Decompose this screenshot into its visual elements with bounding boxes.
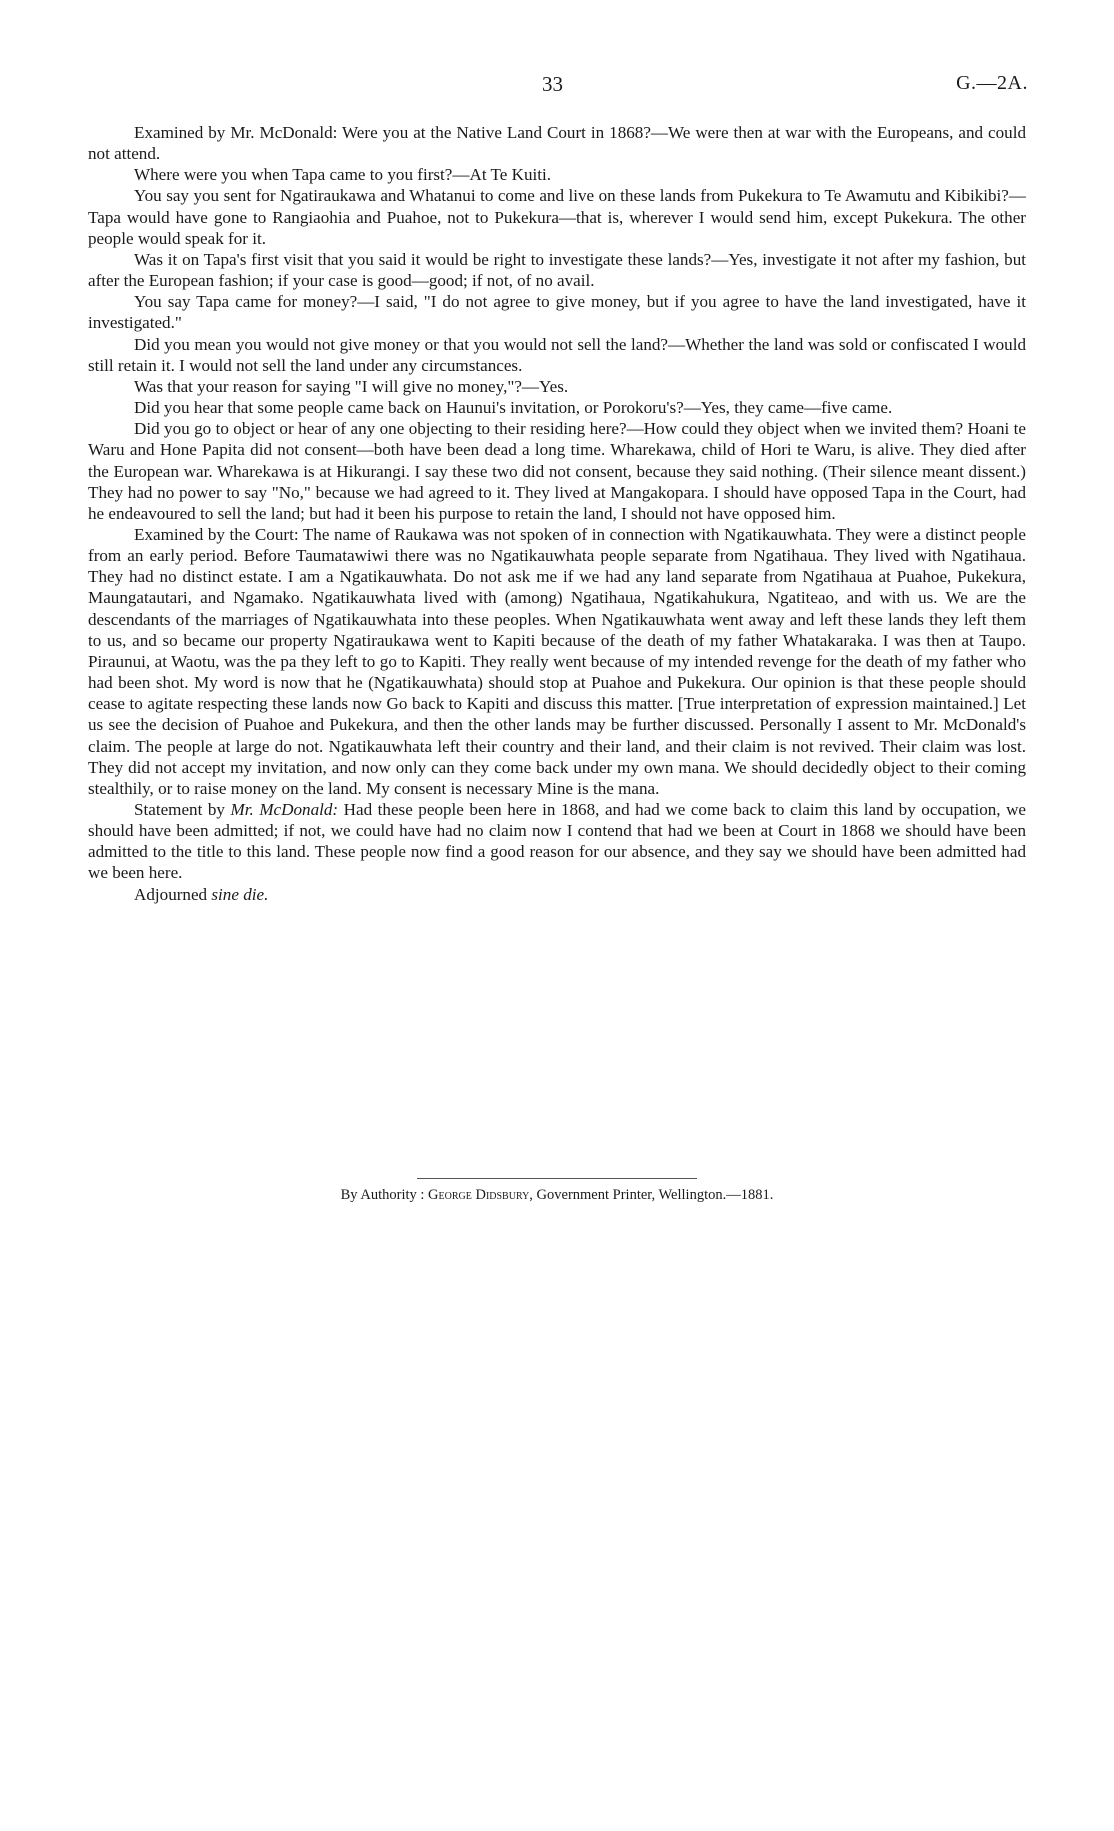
imprint-prefix: By Authority :	[340, 1187, 429, 1203]
paragraph: Was it on Tapa's first visit that you said it would be right to investigate these lands?—Yes, investigate it not after my fashion, but after the European fashion; if your case is good—good; if not, of no avail.	[88, 249, 1026, 291]
adjournment-paragraph	[88, 884, 1026, 905]
printer-footer	[0, 1178, 1114, 1204]
adjournment-term: sine die.	[211, 884, 269, 904]
paragraph: Was that your reason for saying "I will give no money,"?—Yes.	[134, 376, 569, 396]
paragraph: Did you mean you would not give money or that you would not sell the land?—Whether the land was sold or confiscated I would still retain it. I would not sell the land under any circumstances.	[88, 334, 1026, 375]
paragraph: You say you sent for Ngatiraukawa and Whatanui to come and live on these lands from Pukekura to Te Awamutu and Kibikibi?—Tapa would have gone to Rangiaohia and Puahoe, not to Pukekura—that is, wherever I would send him, except Pukekura. The other people would speak for it.	[88, 186, 1026, 248]
paragraph: Did you hear that some people came back on Haunui's invitation, or Porokoru's?—Yes, they came—five came.	[134, 398, 893, 418]
statement-speaker: Mr. McDonald:	[230, 800, 339, 819]
statement-prefix: Statement by	[134, 800, 231, 819]
imprint-suffix: , Government Printer, Wellington.—1881.	[529, 1187, 774, 1203]
paragraph: You say Tapa came for money?—I said, "I do not agree to give money, but if you agree to have the land investigated, have it investigated."	[88, 292, 1026, 333]
statement-text: Had these people been here in 1868, and had we come back to claim this land by occupation, we should have been admitted; if not, we could have had no claim now I contend that had we been at Court in 1868 we should have been admitted to the title to this land. These people now find a good reason for our absence, and they say we should have been admitted had we been here.	[88, 800, 1027, 883]
paragraph: Where were you when Tapa came to you first?—At Te Kuiti.	[134, 165, 552, 185]
page-number: 33	[542, 72, 563, 96]
statement-paragraph	[88, 799, 1026, 884]
paragraph: Did you go to object or hear of any one objecting to their residing here?—How could they object when we invited them? Hoani te Waru and Hone Papita did not consent—both have been dead a long time. Wharekawa, child of Hori te Waru, is alive. They died after the European war. Wharekawa is at Hikurangi. I say these two did not consent, because they said nothing. (Their silence meant dissent.) They had no power to say "No," because we had agreed to it. They lived at Mangakopara. I should have opposed Tapa in the Court, had he endeavoured to sell the land; but had it been his purpose to retain the land, I should not have opposed him.	[88, 419, 1026, 523]
document-series-code: G.—2A.	[956, 72, 1028, 94]
document-body	[88, 122, 1026, 905]
adjournment-prefix: Adjourned	[134, 884, 212, 904]
paragraph: Examined by Mr. McDonald: Were you at the Native Land Court in 1868?—We were then at war with the Europeans, and could not attend.	[88, 123, 1026, 164]
paragraph: Examined by the Court: The name of Raukawa was not spoken of in connection with Ngatikauwhata. They were a distinct people from an early period. Before Taumatawiwi there was no Ngatikauwhata people separate from Ngatihaua. They lived with Ngatihaua. They had no distinct estate. I am a Ngatikauwhata. Do not ask me if we had any land separate from Ngatihaua at Puahoe, Pukekura, Maungatautari, and Ngamako. Ngatikauwhata lived with (among) Ngatihaua, Ngatikahukura, Ngatiteao, and with us. We are the descendants of the marriages of Ngatikauwhata into these peoples. When Ngatikauwhata went away and left these lands they left them to us, and so became our property Ngatiraukawa went to Kapiti because of the death of my father Whatakaraka. I was then at Taupo. Piraunui, at Waotu, was the pa they left to go to Kapiti. They really went because of my intended revenge for the death of my father who had been shot. My word is now that he (Ngatikauwhata) should stop at Puahoe and Pukekura. Our opinion is that these people should cease to agitate respecting these lands now Go back to Kapiti and discuss this matter. [True interpretation of expression maintained.] Let us see the decision of Puahoe and Pukekura, and then the other lands may be further discussed. Personally I assent to Mr. McDonald's claim. The people at large do not. Ngatikauwhata left their country and their land, and their claim is not revived. Their claim was lost. They did not accept my invitation, and now only can they come back under my own mana. We should decidedly object to their coming stealthily, or to raise money on the land. My consent is necessary Mine is the mana.	[88, 524, 1026, 798]
printer-imprint	[0, 1187, 1114, 1204]
footer-rule	[417, 1178, 697, 1179]
page-header	[0, 72, 1114, 102]
printer-name: George Didsbury	[428, 1187, 530, 1203]
